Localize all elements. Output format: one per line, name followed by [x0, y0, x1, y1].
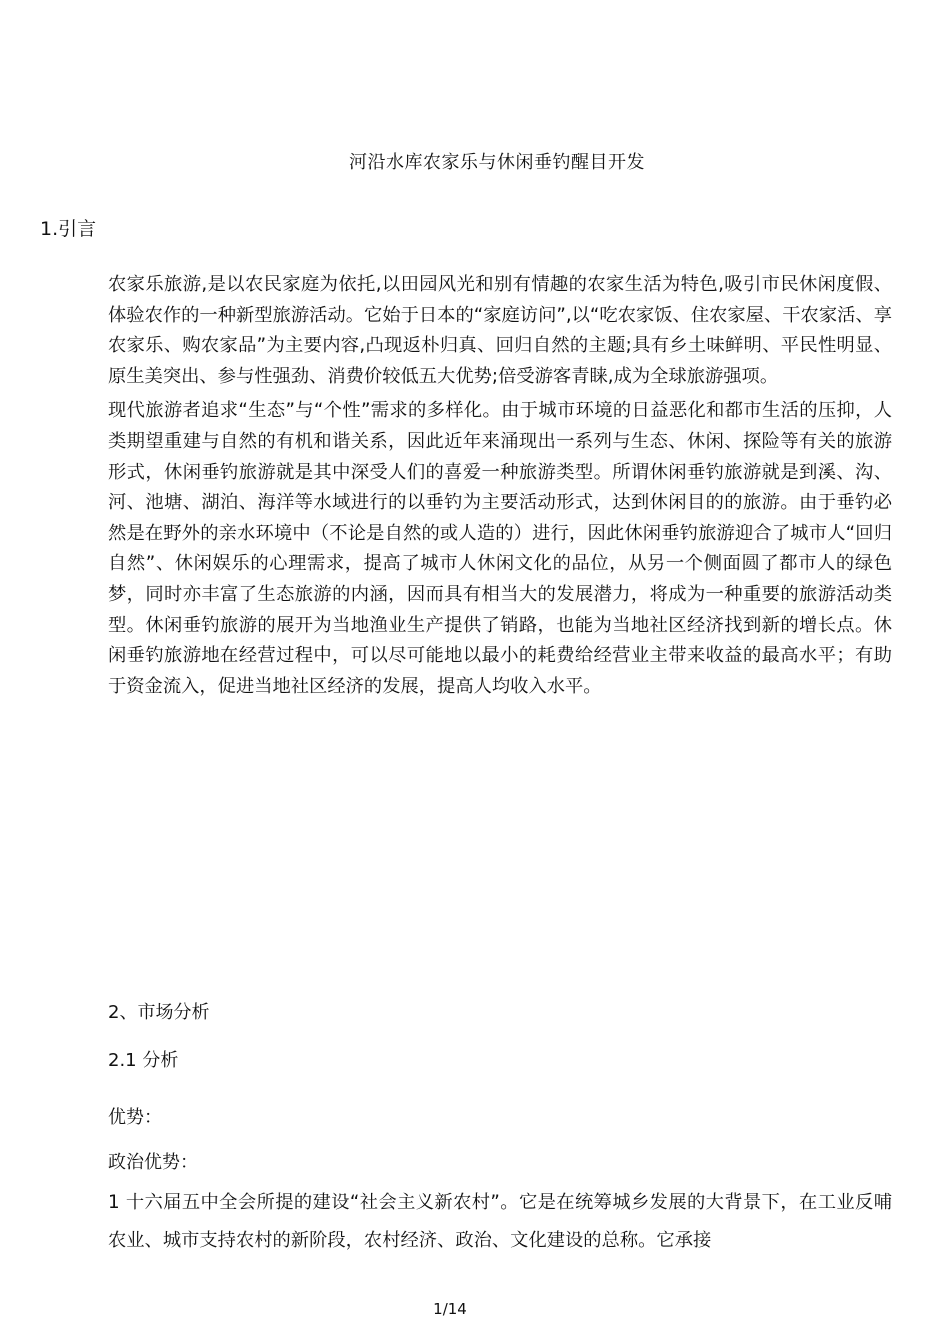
section-heading-introduction: 1.引言 [40, 218, 97, 240]
page-number: 1/14 [433, 1300, 467, 1318]
section-heading-market-analysis: 2、市场分析 [108, 1002, 210, 1023]
introduction-body [108, 270, 892, 702]
political-advantages-body [108, 1184, 892, 1260]
subsection-heading-analysis: 2.1 分析 [108, 1050, 179, 1071]
advantages-label: 优势： [108, 1107, 162, 1128]
document-title: 河沿水库农家乐与休闲垂钓醒目开发 [349, 152, 645, 173]
paragraph-fishing-tourism: 现代旅游者追求“生态”与“个性”需求的多样化。由于城市环境的日益恶化和都市生活的压抑，人类期望重建与自然的有机和谐关系，因此近年来涌现出一系列与生态、休闲、探险等有关的旅游形式，休闲垂钓旅游就是其中深受人们的喜爱一种旅游类型。所谓休闲垂钓旅游就是到溪、沟、河、池塘、湖泊、海洋等水域进行的以垂钓为主要活动形式，达到休闲目的的旅游。由于垂钓必然是在野外的亲水环境中（不论是自然的或人造的）进行，因此休闲垂钓旅游迎合了城市人“回归自然”、休闲娱乐的心理需求，提高了城市人休闲文化的品位，从另一个侧面圆了都市人的绿色梦，同时亦丰富了生态旅游的内涵，因而具有相当大的发展潜力，将成为一种重要的旅游活动类型。休闲垂钓旅游的展开为当地渔业生产提供了销路，也能为当地社区经济找到新的增长点。休闲垂钓旅游地在经营过程中，可以尽可能地以最小的耗费给经营业主带来收益的最高水平；有助于资金流入，促进当地社区经济的发展，提高人均收入水平。 [108, 400, 892, 697]
paragraph-agritourism: 农家乐旅游,是以农民家庭为依托,以田园风光和别有情趣的农家生活为特色,吸引市民休闲度假、体验农作的一种新型旅游活动。它始于日本的“家庭访问”,以“吃农家饭、住农家屋、干农家活、享农家乐、购农家品”为主要内容,凸现返朴归真、回归自然的主题;具有乡土味鲜明、平民性明显、原生美突出、参与性强劲、消费价较低五大优势;倍受游客青睐,成为全球旅游强项。 [108, 274, 892, 387]
political-advantages-label: 政治优势： [108, 1152, 198, 1173]
paragraph-new-countryside: 1 十六届五中全会所提的建设“社会主义新农村”。它是在统筹城乡发展的大背景下，在工业反哺农业、城市支持农村的新阶段，农村经济、政治、文化建设的总称。它承接 [108, 1192, 892, 1251]
